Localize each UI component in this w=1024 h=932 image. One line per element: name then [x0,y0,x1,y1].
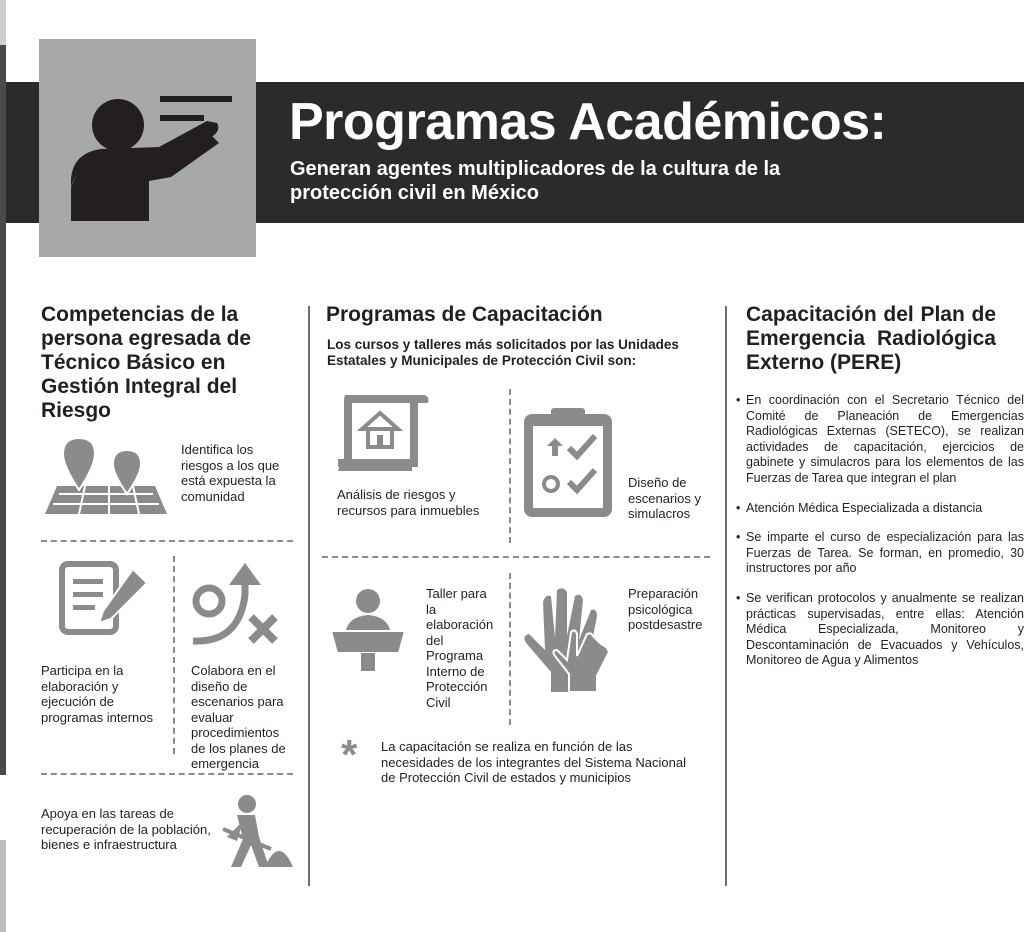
capacitacion-intro: Los cursos y talleres más solicitados por las Unidades Estatales y Municipales de Protección Civil son: [327,337,679,368]
column-divider [725,306,727,886]
competencia-item: Participa en la elaboración y ejecución de programas internos [41,663,153,725]
page-edge-bottom [0,840,6,932]
asterisk-symbol: * [341,731,358,778]
house-scroll-icon [332,389,430,475]
capacitacion-item: Taller para la elaboración del Programa Interno de Protección Civil [426,586,494,710]
competencia-item: Identifica los riesgos a los que está expuesta la comunidad [181,442,280,504]
hands-icon [521,588,613,692]
pere-bullet: • Se verifican protocolos y anualmente se realizan prácticas supervisadas, entre ellas: Atención Médica Especializada, Monitoreo y Descontaminación de Evacuados y Vehículos, Monitoreo de Agua y Alimentos [736,591,1024,669]
divider [509,389,511,543]
competencia-item: Colabora en el diseño de escenarios para evaluar procedimientos de los planes de emergencia [191,663,286,771]
page-subtitle: Generan agentes multiplicadores de la cultura de la protección civil en México [290,158,781,204]
pere-bullet: • Se imparte el curso de especialización para las Fuerzas de Tarea. Se forman, en promedio, 30 instructores por año [736,530,1024,577]
competencia-item: Apoya en las tareas de recuperación de la población, bienes e infraestructura [41,806,211,852]
pere-bullet: • Atención Médica Especializada a distancia [736,501,1024,517]
speaker-podium-icon [327,587,409,673]
competencias-title: Competencias de la persona egresada de Técnico Básico en Gestión Integral del Riesgo [41,303,252,422]
teacher-icon-box [39,39,256,257]
pere-title: Capacitación del Plan de Emergencia Radiológica Externo (PERE) [746,303,996,374]
map-pins-icon [45,438,167,516]
capacitacion-note: La capacitación se realiza en función de las necesidades de los integrantes del Sistema Nacional de Protección Civil de estados y municipios [381,739,686,785]
column-divider [308,306,310,886]
worker-shovel-icon [213,795,295,869]
capacitacion-item: Diseño de escenarios y simulacros [628,475,701,521]
capacitacion-item: Análisis de riesgos y recursos para inmuebles [337,487,480,518]
teacher-icon [39,39,256,257]
divider [41,773,293,775]
pere-bullets [736,393,1024,683]
divider [173,556,175,754]
divider [509,573,511,725]
pere-bullet: • En coordinación con el Secretario Técnico del Comité de Planeación de Emergencias Radiológicas Externas (SETECO), se realizan actividades de capacitación, ejercicios de gabinete y simulacros para los elementos de las Fuerzas de Tarea que integran el plan [736,393,1024,487]
divider [322,556,710,558]
clipboard-check-icon [521,406,615,520]
document-pen-icon [59,561,149,637]
capacitacion-title: Programas de Capacitación [326,303,603,326]
page-edge-top [0,0,6,45]
divider [41,540,293,542]
page-title: Programas Académicos: [289,93,887,151]
strategy-icon [189,563,279,647]
capacitacion-item: Preparación psicológica postdesastre [628,586,703,632]
